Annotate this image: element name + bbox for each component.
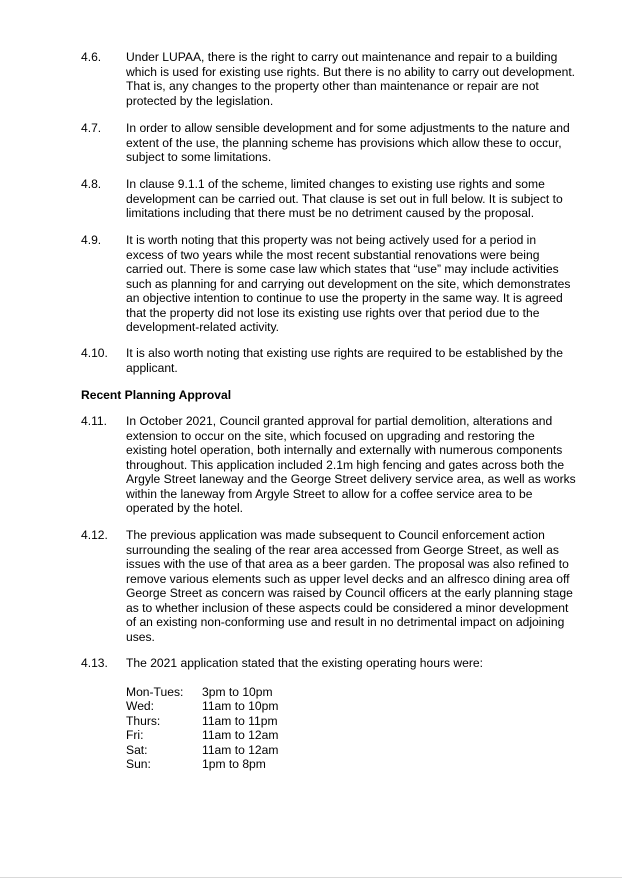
hours-row — [126, 743, 278, 757]
paragraph-number: 4.12. — [81, 528, 108, 542]
hours-time: 11am to 12am — [202, 742, 279, 757]
hours-day: Thurs: — [126, 713, 161, 728]
hours-time: 1pm to 8pm — [202, 757, 266, 772]
paragraph-4-11 — [81, 414, 581, 516]
paragraph-number: 4.8. — [81, 177, 102, 191]
paragraph-text: The previous application was made subsequent to Council enforcement action surrounding the sealing of the rear area accessed from George Street, as well as issues with the use of that area as a beer garden. The proposal was also refined to remove various elements such as upper level decks and an alfresco dining area off George Street as concern was raised by Council officers at the early planning stage as to whether inclusion of these aspects could be considered a minor development of an existing non-conforming use and result in no detrimental impact on adjoining uses. — [126, 528, 573, 644]
hours-day: Mon-Tues: — [126, 685, 184, 699]
paragraph-number: 4.9. — [81, 233, 102, 247]
paragraph-text: It is worth noting that this property was not being actively used for a period in excess of two years while the most recent substantial renovations were being carried out. There is some case law which states that “use” may include activities such as planning for and carrying out development on the site, which demonstrates an objective intention to continue to use the property in the same way. It is agreed that the property did not lose its existing use rights over that period due to the development-related activity. — [126, 233, 571, 334]
paragraph-4-10 — [81, 346, 581, 375]
paragraph-4-6 — [81, 50, 581, 108]
hours-time: 11am to 12am — [202, 728, 279, 743]
paragraph-text: In October 2021, Council granted approval for partial demolition, alterations and extension to occur on the site, which focused on upgrading and restoring the existing hotel operation, both internally and externally with numerous components throughout. This application included 2.1m high fencing and gates across both the Argyle Street laneway and the George Street delivery service area, as well as works within the laneway from Argyle Street to allow for a coffee service area to be operated by the hotel. — [126, 414, 576, 515]
paragraph-4-8 — [81, 177, 581, 221]
paragraph-4-12 — [81, 528, 581, 644]
paragraph-number: 4.10. — [81, 346, 108, 360]
paragraph-text: In clause 9.1.1 of the scheme, limited changes to existing use rights and some development can be carried out. That clause is set out in full below. It is subject to limitations including that there must be no detriment caused by the proposal. — [126, 177, 563, 220]
paragraph-number: 4.7. — [81, 121, 102, 135]
paragraph-text: Under LUPAA, there is the right to carry out maintenance and repair to a building which is used for existing use rights. But there is no ability to carry out development. That is, any changes to the property other than maintenance or repair are not protected by the legislation. — [126, 50, 576, 108]
hours-day: Sun: — [126, 757, 151, 772]
hours-row — [126, 714, 278, 728]
hours-time: 11am to 10pm — [202, 699, 279, 714]
hours-time: 3pm to 10pm — [202, 685, 273, 699]
paragraph-text: It is also worth noting that existing use rights are required to be established by the applicant. — [126, 346, 563, 375]
paragraph-number: 4.6. — [81, 50, 102, 64]
hours-time: 11am to 11pm — [202, 713, 278, 728]
paragraph-4-13 — [81, 656, 581, 671]
hours-day: Sat: — [126, 742, 148, 757]
hours-day: Wed: — [126, 699, 155, 714]
paragraph-text: The 2021 application stated that the existing operating hours were: — [126, 656, 483, 670]
paragraph-text: In order to allow sensible development and for some adjustments to the nature and extent of the use, the planning scheme has provisions which allow these to occur, subject to some limitations. — [126, 121, 570, 164]
hours-row — [126, 757, 278, 771]
paragraph-number: 4.11. — [81, 414, 107, 428]
operating-hours-table — [126, 685, 278, 771]
hours-row — [126, 728, 278, 742]
paragraph-4-7 — [81, 121, 581, 165]
hours-day: Fri: — [126, 728, 144, 743]
hours-row — [126, 685, 278, 699]
paragraph-number: 4.13. — [81, 656, 108, 670]
section-heading: Recent Planning Approval — [81, 388, 232, 402]
paragraph-4-9 — [81, 233, 581, 335]
page-bottom-divider — [0, 877, 622, 878]
hours-row — [126, 699, 278, 713]
